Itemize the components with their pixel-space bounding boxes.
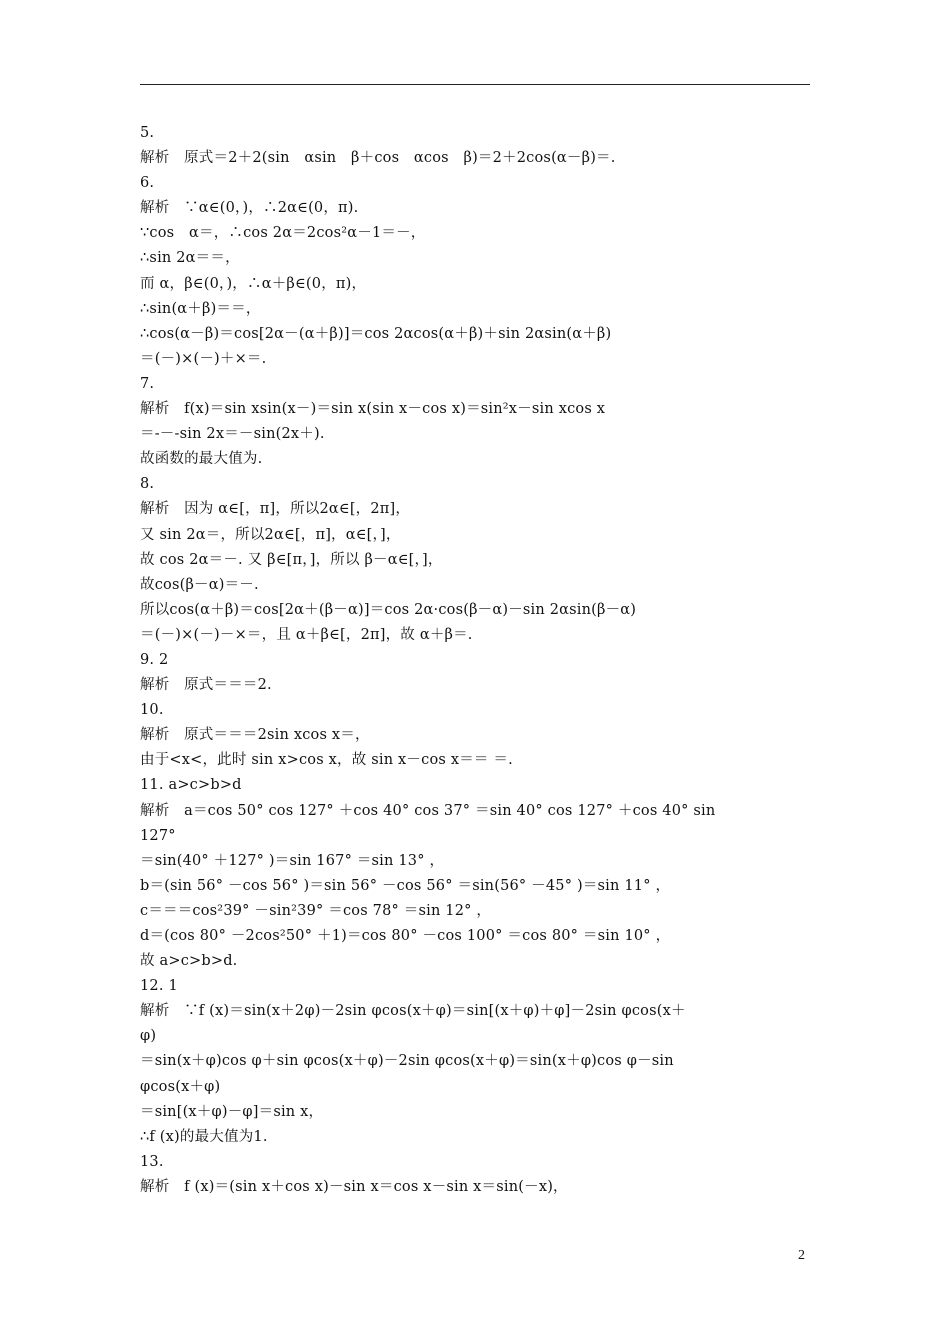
text-line: 解析 ∵f (x)＝sin(x＋2φ)－2sin φcos(x＋φ)＝sin[(x＋φ)＋φ]－2sin φcos(x＋ xyxy=(140,1003,686,1020)
text-line: 12. 1 xyxy=(140,978,178,995)
text-line: ∴sin 2α＝＝， xyxy=(140,250,240,267)
text-line: 10. xyxy=(140,702,164,719)
text-line: ∴sin(α＋β)＝＝， xyxy=(140,300,261,317)
text-line: ∴f (x)的最大值为1. xyxy=(140,1128,268,1145)
text-line: 故函数的最大值为. xyxy=(140,451,263,468)
text-line: ∴cos(α－β)＝cos[2α－(α＋β)]＝cos 2αcos(α＋β)＋sin 2αsin(α＋β) xyxy=(140,325,612,342)
text-line: b＝(sin 56° －cos 56° )＝sin 56° －cos 56° ＝sin(56° －45° )＝sin 11° ， xyxy=(140,877,671,894)
text-line: 解析 原式＝＝＝2sin xcos x＝， xyxy=(140,727,370,744)
text-line: 8. xyxy=(140,476,155,493)
text-line: 5. xyxy=(140,125,155,141)
page-number: 2 xyxy=(798,1248,805,1263)
text-line: φcos(x＋φ) xyxy=(140,1078,221,1095)
text-line: 解析 a＝cos 50° cos 127° ＋cos 40° cos 37° ＝sin 40° cos 127° ＋cos 40° sin xyxy=(140,802,716,819)
text-line: 7. xyxy=(140,375,155,392)
text-line: ＝(－)×(－)－×＝，且 α＋β∈[，2π]，故 α＋β＝. xyxy=(140,626,473,643)
text-line: 解析 因为 α∈[，π]，所以2α∈[，2π]， xyxy=(140,501,411,518)
text-line: 故 cos 2α＝－. 又 β∈[π，]，所以 β－α∈[，]， xyxy=(140,551,443,568)
text-line: 故cos(β－α)＝－. xyxy=(140,576,259,593)
text-line: 13. xyxy=(140,1153,164,1170)
text-line: ＝sin[(x＋φ)－φ]＝sin x， xyxy=(140,1103,324,1120)
text-line: 解析 f (x)＝(sin x＋cos x)－sin x＝cos x－sin x＝sin(－x)， xyxy=(140,1178,568,1195)
text-line: 9. 2 xyxy=(140,651,169,668)
text-line: 6. xyxy=(140,175,155,192)
text-line: ＝sin(40° ＋127° )＝sin 167° ＝sin 13° ， xyxy=(140,852,445,869)
text-line: ∵cos α＝，∴cos 2α＝2cos²α－1＝－， xyxy=(140,225,426,242)
solution-text xyxy=(140,121,815,1200)
text-line: 而 α，β∈(0，)，∴α＋β∈(0，π)， xyxy=(140,275,367,292)
text-line: ＝(－)×(－)＋×＝. xyxy=(140,350,267,367)
text-line: 又 sin 2α＝，所以2α∈[，π]，α∈[，]， xyxy=(140,526,401,543)
text-line: 解析 原式＝＝＝2. xyxy=(140,677,272,694)
text-line: d＝(cos 80° －2cos²50° ＋1)＝cos 80° －cos 100° ＝cos 80° ＝sin 10° ， xyxy=(140,928,671,944)
text-line: 故 a>c>b>d. xyxy=(140,953,238,970)
text-line: 解析 f(x)＝sin xsin(x－)＝sin x(sin x－cos x)＝sin²x－sin xcos x xyxy=(140,401,606,418)
text-line: 11. a>c>b>d xyxy=(140,777,242,794)
text-line: 解析 原式＝2＋2(sin αsin β＋cos αcos β)＝2＋2cos(α－β)＝. xyxy=(140,150,616,167)
text-line: c＝＝＝cos²39° －sin²39° ＝cos 78° ＝sin 12° ， xyxy=(140,902,492,919)
text-line: 由于<x<，此时 sin x>cos x，故 sin x－cos x＝＝ ＝. xyxy=(140,752,513,769)
header-rule xyxy=(140,84,810,85)
text-line: ＝sin(x＋φ)cos φ＋sin φcos(x＋φ)－2sin φcos(x＋φ)＝sin(x＋φ)cos φ－sin xyxy=(140,1053,674,1070)
text-line: ＝-－-sin 2x＝－sin(2x＋). xyxy=(140,426,325,443)
text-line: 解析 ∵α∈(0，)，∴2α∈(0，π). xyxy=(140,200,359,217)
text-line: 所以cos(α＋β)＝cos[2α＋(β－α)]＝cos 2α·cos(β－α)－sin 2αsin(β－α) xyxy=(140,601,637,618)
text-line: 127° xyxy=(140,827,176,844)
text-line: φ) xyxy=(140,1028,157,1045)
